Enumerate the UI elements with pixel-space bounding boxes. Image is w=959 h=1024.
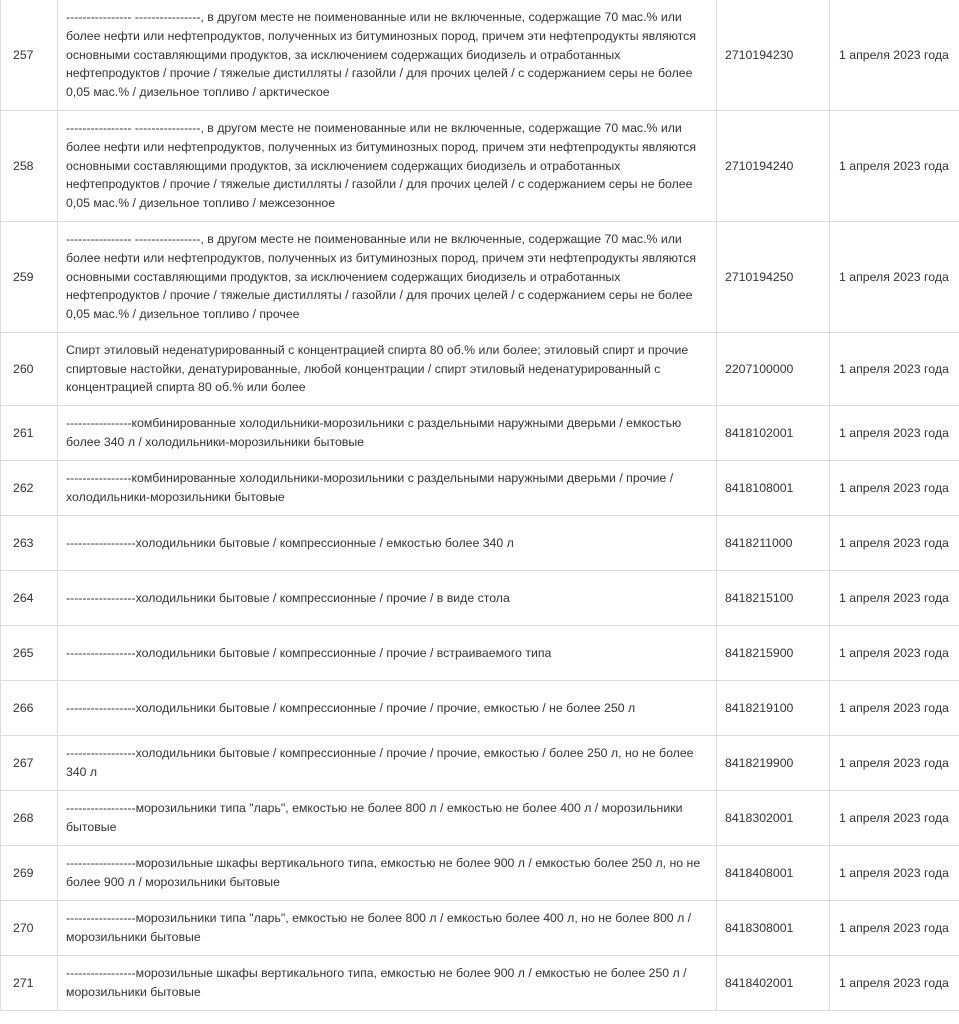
tnved-code: 2710194230	[717, 0, 830, 111]
goods-description: -----------------холодильники бытовые / компрессионные / прочие / встраиваемого типа	[58, 626, 717, 681]
effective-date: 1 апреля 2023 года	[830, 461, 959, 516]
tnved-code: 8418108001	[717, 461, 830, 516]
goods-description: ---------------- ----------------, в другом месте не поименованные или не включенные, содержащие 70 мас.% или более нефти или нефтепродуктов, полученных из битуминозных пород, причем эти нефтепродукты являются основными составляющими продуктов, за исключением содержащих биодизель и отработанных нефтепродуктов / прочие / тяжелые дистилляты / газойли / для прочих целей / с содержанием серы не более 0,05 мас.% / дизельное топливо / прочее	[58, 222, 717, 333]
row-number: 258	[1, 111, 58, 222]
effective-date: 1 апреля 2023 года	[830, 516, 959, 571]
effective-date: 1 апреля 2023 года	[830, 681, 959, 736]
tnved-code: 2710194250	[717, 222, 830, 333]
row-number: 269	[1, 846, 58, 901]
effective-date: 1 апреля 2023 года	[830, 956, 959, 1011]
tnved-code: 8418408001	[717, 846, 830, 901]
tnved-code: 8418402001	[717, 956, 830, 1011]
goods-description: -----------------холодильники бытовые / компрессионные / прочие / прочие, емкостью / более 250 л, но не более 340 л	[58, 736, 717, 791]
goods-description: -----------------морозильные шкафы вертикального типа, емкостью не более 900 л / емкостью более 250 л, но не более 900 л / морозильники бытовые	[58, 846, 717, 901]
effective-date: 1 апреля 2023 года	[830, 406, 959, 461]
goods-description: ---------------- ----------------, в другом месте не поименованные или не включенные, содержащие 70 мас.% или более нефти или нефтепродуктов, полученных из битуминозных пород, причем эти нефтепродукты являются основными составляющими продуктов, за исключением содержащих биодизель и отработанных нефтепродуктов / прочие / тяжелые дистилляты / газойли / для прочих целей / с содержанием серы не более 0,05 мас.% / дизельное топливо / межсезонное	[58, 111, 717, 222]
tnved-code: 8418215900	[717, 626, 830, 681]
row-number: 265	[1, 626, 58, 681]
goods-description: -----------------морозильники типа "ларь", емкостью не более 800 л / емкостью более 400 л, но не более 800 л / морозильники бытовые	[58, 901, 717, 956]
effective-date: 1 апреля 2023 года	[830, 791, 959, 846]
tnved-code: 8418215100	[717, 571, 830, 626]
tnved-code: 8418219900	[717, 736, 830, 791]
goods-description: ----------------комбинированные холодильники-морозильники с раздельными наружными дверьми / прочие / холодильники-морозильники бытовые	[58, 461, 717, 516]
row-number: 262	[1, 461, 58, 516]
row-number: 268	[1, 791, 58, 846]
table-row	[1, 791, 959, 846]
tnved-code: 8418308001	[717, 901, 830, 956]
row-number: 266	[1, 681, 58, 736]
effective-date: 1 апреля 2023 года	[830, 571, 959, 626]
goods-description: ----------------комбинированные холодильники-морозильники с раздельными наружными дверьми / емкостью более 340 л / холодильники-морозильники бытовые	[58, 406, 717, 461]
tnved-code: 2710194240	[717, 111, 830, 222]
table-row	[1, 901, 959, 956]
goods-description: -----------------холодильники бытовые / компрессионные / прочие / прочие, емкостью / не более 250 л	[58, 681, 717, 736]
table-row	[1, 736, 959, 791]
table-row	[1, 846, 959, 901]
table-row	[1, 222, 959, 333]
effective-date: 1 апреля 2023 года	[830, 626, 959, 681]
row-number: 270	[1, 901, 58, 956]
effective-date: 1 апреля 2023 года	[830, 222, 959, 333]
goods-description: Спирт этиловый неденатурированный с концентрацией спирта 80 об.% или более; этиловый спирт и прочие спиртовые настойки, денатурированные, любой концентрации / спирт этиловый неденатурированный с концентрацией спирта 80 об.% или более	[58, 333, 717, 406]
effective-date: 1 апреля 2023 года	[830, 333, 959, 406]
goods-description: -----------------морозильники типа "ларь", емкостью не более 800 л / емкостью не более 400 л / морозильники бытовые	[58, 791, 717, 846]
effective-date: 1 апреля 2023 года	[830, 846, 959, 901]
effective-date: 1 апреля 2023 года	[830, 736, 959, 791]
row-number: 264	[1, 571, 58, 626]
goods-description: -----------------холодильники бытовые / компрессионные / емкостью более 340 л	[58, 516, 717, 571]
row-number: 260	[1, 333, 58, 406]
table-row	[1, 516, 959, 571]
row-number: 259	[1, 222, 58, 333]
table-row	[1, 333, 959, 406]
table-row	[1, 111, 959, 222]
tnved-code: 8418302001	[717, 791, 830, 846]
row-number: 267	[1, 736, 58, 791]
table-row	[1, 461, 959, 516]
table-row	[1, 0, 959, 111]
tnved-code: 8418102001	[717, 406, 830, 461]
effective-date: 1 апреля 2023 года	[830, 901, 959, 956]
effective-date: 1 апреля 2023 года	[830, 111, 959, 222]
row-number: 257	[1, 0, 58, 111]
table-row	[1, 956, 959, 1011]
table-row	[1, 571, 959, 626]
tnved-code: 2207100000	[717, 333, 830, 406]
tnved-code: 8418219100	[717, 681, 830, 736]
table-row	[1, 626, 959, 681]
table-row	[1, 406, 959, 461]
goods-description: -----------------морозильные шкафы вертикального типа, емкостью не более 900 л / емкостью не более 250 л / морозильники бытовые	[58, 956, 717, 1011]
table-row	[1, 681, 959, 736]
effective-date: 1 апреля 2023 года	[830, 0, 959, 111]
tnved-code: 8418211000	[717, 516, 830, 571]
row-number: 263	[1, 516, 58, 571]
row-number: 261	[1, 406, 58, 461]
goods-description: -----------------холодильники бытовые / компрессионные / прочие / в виде стола	[58, 571, 717, 626]
row-number: 271	[1, 956, 58, 1011]
goods-description: ---------------- ----------------, в другом месте не поименованные или не включенные, содержащие 70 мас.% или более нефти или нефтепродуктов, полученных из битуминозных пород, причем эти нефтепродукты являются основными составляющими продуктов, за исключением содержащих биодизель и отработанных нефтепродуктов / прочие / тяжелые дистилляты / газойли / для прочих целей / с содержанием серы не более 0,05 мас.% / дизельное топливо / арктическое	[58, 0, 717, 111]
